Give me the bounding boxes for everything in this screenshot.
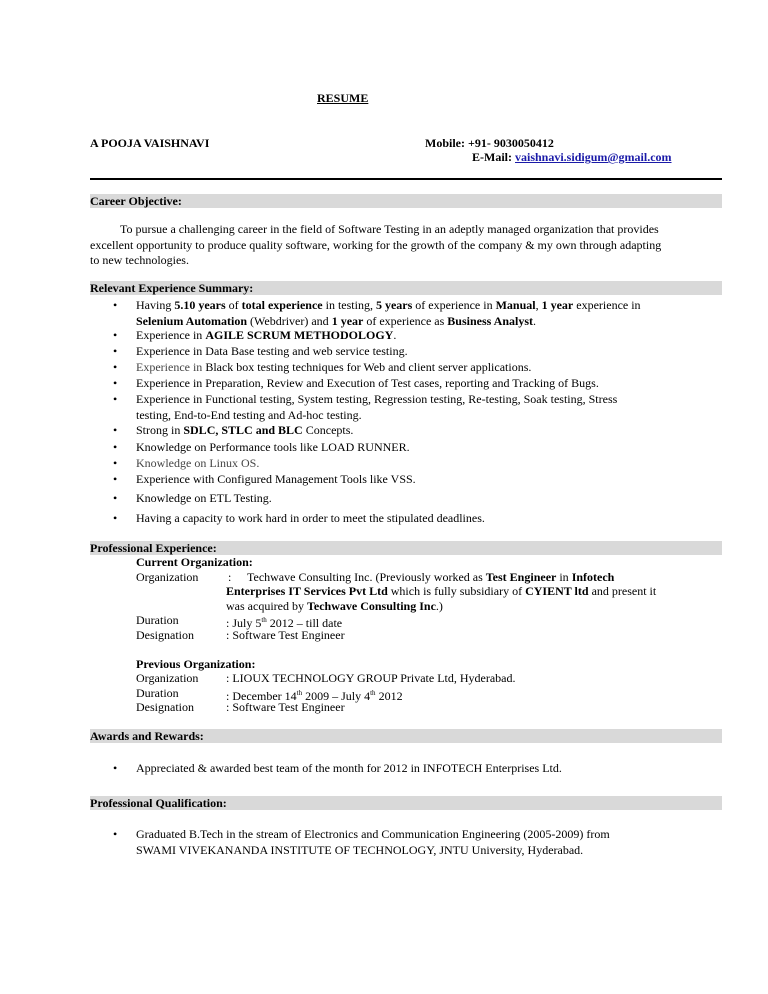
section-relevant-experience: Relevant Experience Summary: <box>90 281 722 295</box>
text: of experience as <box>363 314 448 328</box>
email-link[interactable]: vaishnavi.sidigum@gmail.com <box>515 150 672 164</box>
bullet: • <box>113 440 118 454</box>
text: Manual <box>495 298 536 312</box>
career-objective-line: excellent opportunity to produce quality software, working for the growth of the company & my own through adapting <box>90 237 662 252</box>
designation-label: Designation <box>136 628 194 642</box>
text: and present it <box>588 584 657 598</box>
text: Experience in Data Base testing and web service testing. <box>136 344 408 358</box>
bullet: • <box>113 456 118 470</box>
text: Knowledge on Performance tools like LOAD RUNNER. <box>136 440 410 454</box>
section-awards: Awards and Rewards: <box>90 729 722 743</box>
text: Graduated B.Tech in the stream of Electronics and Communication Engineering (2005-2009) from <box>136 827 610 841</box>
text: 2012 – till date <box>266 616 343 630</box>
text: 2009 – July 4 <box>302 689 371 703</box>
mobile-number: Mobile: +91- 9030050412 <box>425 136 554 150</box>
text: in <box>556 570 572 584</box>
text: 2012 <box>375 689 403 703</box>
text: Having <box>136 298 175 312</box>
duration-label: Duration <box>136 613 179 627</box>
text: Experience in <box>136 328 206 342</box>
text: (Webdriver) and <box>247 314 332 328</box>
text: th <box>370 689 376 697</box>
text: SDLC, STLC and BLC <box>183 423 303 437</box>
text: .) <box>435 599 443 613</box>
text: of <box>225 298 242 312</box>
bullet: • <box>113 511 118 525</box>
bullet: • <box>113 328 118 342</box>
org-label: Organization <box>136 570 199 584</box>
text: . <box>393 328 397 342</box>
text: Selenium Automation <box>136 314 248 328</box>
text: Test Engineer <box>485 570 557 584</box>
text: Experience with Configured Management Tools like VSS. <box>136 472 416 486</box>
text: Experience in Preparation, Review and Execution of Test cases, reporting and Tracking of Bugs. <box>136 376 599 390</box>
resume-title: RESUME <box>317 91 369 105</box>
text: : July 5 <box>226 616 262 630</box>
text: Techwave Consulting Inc <box>306 599 436 613</box>
previous-org-heading: Previous Organization: <box>136 657 256 671</box>
org-line <box>226 599 443 613</box>
section-qualification: Professional Qualification: <box>90 796 722 810</box>
text: SWAMI VIVEKANANDA INSTITUTE OF TECHNOLOGY, JNTU University, Hyderabad. <box>136 843 584 857</box>
career-objective-text <box>90 222 722 269</box>
text: experience in <box>573 298 641 312</box>
career-objective-line: to new technologies. <box>90 253 189 267</box>
text: in testing, <box>322 298 376 312</box>
text: 5.10 years <box>174 298 226 312</box>
text: which is fully subsidiary of <box>387 584 526 598</box>
text: Concepts. <box>302 423 354 437</box>
text: th <box>296 689 303 697</box>
text: . <box>533 314 536 328</box>
text: was acquired by <box>226 599 307 613</box>
org-line <box>226 584 656 598</box>
text: : December 14 <box>226 689 297 703</box>
org-label: Organization <box>136 671 199 685</box>
text: 1 year <box>541 298 574 312</box>
text: Experience in <box>136 360 203 374</box>
section-career-objective: Career Objective: <box>90 194 722 208</box>
text: Having a capacity to work hard in order to meet the stipulated deadlines. <box>136 511 485 525</box>
text: testing, End-to-End testing and Ad-hoc testing. <box>136 408 362 422</box>
text: AGILE SCRUM METHODOLOGY <box>205 328 394 342</box>
org-line <box>247 570 678 584</box>
text: CYIENT ltd <box>525 584 589 598</box>
email-line <box>472 150 672 165</box>
text: Techwave Consulting Inc. (Previously worked as <box>247 570 486 584</box>
bullet: • <box>113 491 118 505</box>
org-colon: : <box>228 570 232 584</box>
bullet: • <box>113 423 118 437</box>
career-objective-line: To pursue a challenging career in the field of Software Testing in an adeptly managed organization that provides <box>120 222 659 236</box>
text: Enterprises IT Services Pvt Ltd <box>226 584 388 598</box>
text: , <box>535 298 542 312</box>
bullet: • <box>113 827 118 841</box>
designation-value: : Software Test Engineer <box>226 628 345 642</box>
bullet: • <box>113 392 118 406</box>
candidate-name: A POOJA VAISHNAVI <box>90 136 210 150</box>
text: Knowledge on ETL Testing. <box>136 491 272 505</box>
bullet: • <box>113 360 118 374</box>
designation-label: Designation <box>136 700 194 714</box>
text: Knowledge on Linux OS. <box>136 456 260 470</box>
text: Appreciated & awarded best team of the month for 2012 in INFOTECH Enterprises Ltd. <box>136 761 562 775</box>
duration-label: Duration <box>136 686 179 700</box>
text: Black box testing techniques for Web and client server applications. <box>202 360 532 374</box>
text: Experience in Functional testing, System testing, Regression testing, Re-testing, Soak testing, Stress <box>136 392 618 406</box>
header-divider <box>90 178 722 180</box>
bullet: • <box>113 376 118 390</box>
bullet: • <box>113 472 118 486</box>
text: of experience in <box>412 298 496 312</box>
email-label: E-Mail: <box>472 150 515 164</box>
text: 1 year <box>331 314 364 328</box>
text: Strong in <box>136 423 184 437</box>
bullet: • <box>113 344 118 358</box>
text: th <box>261 616 267 624</box>
org-value: : LIOUX TECHNOLOGY GROUP Private Ltd, Hyderabad. <box>226 671 516 685</box>
section-professional-experience: Professional Experience: <box>90 541 722 555</box>
current-org-heading: Current Organization: <box>136 555 253 569</box>
text: Infotech <box>571 570 615 584</box>
bullet: • <box>113 761 118 775</box>
text: total experience <box>241 298 323 312</box>
text: 5 years <box>375 298 413 312</box>
bullet: • <box>113 298 118 312</box>
text: Business Analyst <box>447 314 533 328</box>
designation-value: : Software Test Engineer <box>226 700 345 714</box>
